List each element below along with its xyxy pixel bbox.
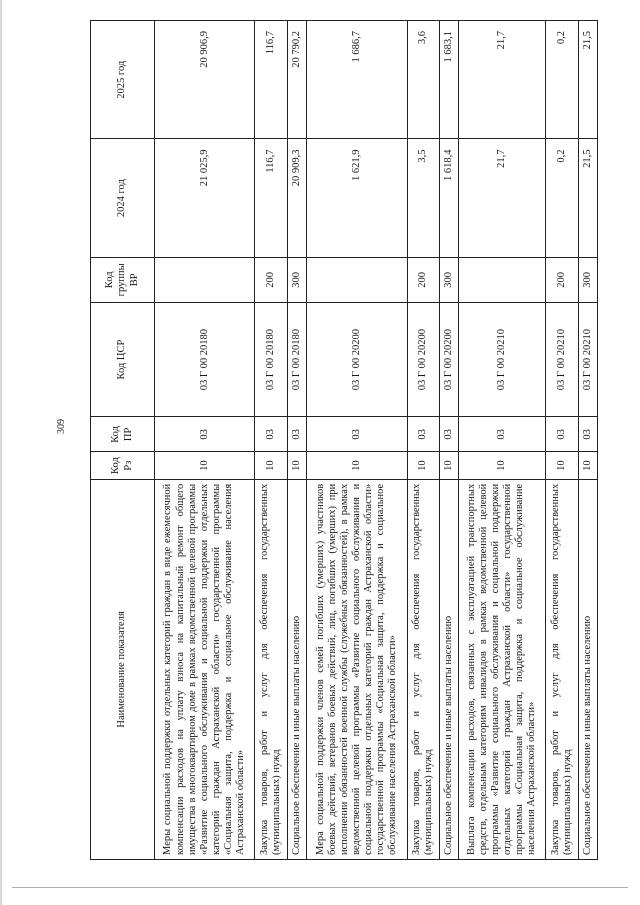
row-pr: 03 xyxy=(407,417,440,452)
table-header-row xyxy=(91,21,155,860)
row-vr: 200 xyxy=(255,257,288,302)
row-2024: 20 909,3 xyxy=(288,139,307,257)
row-pr: 03 xyxy=(288,417,307,452)
row-rz: 10 xyxy=(255,452,288,479)
row-rz: 10 xyxy=(459,452,546,479)
row-rz: 10 xyxy=(407,452,440,479)
row-name: Социальное обеспечение и иные выплаты населению xyxy=(288,479,307,859)
row-pr: 03 xyxy=(578,417,597,452)
header-pr: Код ПР xyxy=(91,417,155,452)
row-csr: 03 Г 00 20180 xyxy=(255,302,288,417)
row-vr xyxy=(459,257,546,302)
row-name: Выплата компенсации расходов, связанных с эксплуатацией транспортных средств, отдельным категориям инвалидов в рамках ведомственной целевой программы «Развитие социального обслуживания и социальной поддержки отдельных категорий граждан Астраханской области» государственной программы «Социальная защита, поддержка и социальное обслуживание населения Астраханской области» xyxy=(459,479,546,859)
header-csr: Код ЦСР xyxy=(91,302,155,417)
row-2025: 20 906,9 xyxy=(155,21,255,139)
row-2025: 0,2 xyxy=(546,21,579,139)
row-2024: 1 621,9 xyxy=(307,139,407,257)
row-2024: 116,7 xyxy=(255,139,288,257)
row-2025: 1 686,7 xyxy=(307,21,407,139)
scan-bottom-line xyxy=(12,887,628,888)
row-pr: 03 xyxy=(459,417,546,452)
row-vr xyxy=(307,257,407,302)
row-csr: 03 Г 00 20210 xyxy=(459,302,546,417)
row-name: Закупка товаров, работ и услуг для обеспечения государственных (муниципальных) нужд xyxy=(546,479,579,859)
header-rz: Код Рз xyxy=(91,452,155,479)
row-2025: 21,7 xyxy=(459,21,546,139)
row-pr: 03 xyxy=(255,417,288,452)
row-rz: 10 xyxy=(578,452,597,479)
header-2024: 2024 год xyxy=(91,139,155,257)
row-pr: 03 xyxy=(155,417,255,452)
table-row xyxy=(155,21,255,860)
table-row xyxy=(578,21,597,860)
row-2025: 21,5 xyxy=(578,21,597,139)
row-csr: 03 Г 00 20180 xyxy=(288,302,307,417)
page-number: 309 xyxy=(56,419,67,434)
row-2025: 3,6 xyxy=(407,21,440,139)
rotated-table-container xyxy=(90,20,598,860)
header-2025: 2025 год xyxy=(91,21,155,139)
row-name: Закупка товаров, работ и услуг для обеспечения государственных (муниципальных) нужд xyxy=(407,479,440,859)
row-name: Меры социальной поддержки отдельных категорий граждан в виде ежемесячной компенсации расходов на уплату взноса на капитальный ремонт общего имущества в многоквартирном доме в рамках ведомственной целевой программы «Развитие социального обслуживания и социальной поддержки отдельных категорий граждан Астраханской области» государственной программы «Социальная защита, поддержка и социальное обслуживание населения Астраханской области» xyxy=(155,479,255,859)
row-rz: 10 xyxy=(288,452,307,479)
table-row xyxy=(459,21,546,860)
row-rz: 10 xyxy=(307,452,407,479)
row-vr xyxy=(155,257,255,302)
row-name: Социальное обеспечение и иные выплаты населению xyxy=(440,479,459,859)
row-pr: 03 xyxy=(440,417,459,452)
row-csr: 03 Г 00 20210 xyxy=(578,302,597,417)
row-csr: 03 Г 00 20200 xyxy=(440,302,459,417)
row-csr: 03 Г 00 20210 xyxy=(546,302,579,417)
header-name: Наименование показателя xyxy=(91,479,155,859)
row-rz: 10 xyxy=(155,452,255,479)
row-2025: 20 790,2 xyxy=(288,21,307,139)
row-vr: 200 xyxy=(407,257,440,302)
row-2024: 21,7 xyxy=(459,139,546,257)
table-row xyxy=(407,21,440,860)
row-rz: 10 xyxy=(440,452,459,479)
row-2024: 21,5 xyxy=(578,139,597,257)
header-vr: Код группы ВР xyxy=(91,257,155,302)
row-2025: 116,7 xyxy=(255,21,288,139)
row-pr: 03 xyxy=(546,417,579,452)
row-rz: 10 xyxy=(546,452,579,479)
row-csr: 03 Г 00 20200 xyxy=(407,302,440,417)
row-name: Социальное обеспечение и иные выплаты населению xyxy=(578,479,597,859)
row-csr: 03 Г 00 20200 xyxy=(307,302,407,417)
scan-edge xyxy=(0,0,2,905)
table-row xyxy=(288,21,307,860)
table-row xyxy=(307,21,407,860)
row-csr: 03 Г 00 20180 xyxy=(155,302,255,417)
row-2024: 21 025,9 xyxy=(155,139,255,257)
table-row xyxy=(546,21,579,860)
budget-table xyxy=(90,20,598,860)
row-2025: 1 683,1 xyxy=(440,21,459,139)
table-row xyxy=(440,21,459,860)
row-vr: 200 xyxy=(546,257,579,302)
row-2024: 0,2 xyxy=(546,139,579,257)
row-name: Закупка товаров, работ и услуг для обеспечения государственных (муниципальных) нужд xyxy=(255,479,288,859)
row-name: Мера социальной поддержки членов семей погибших (умерших) участников боевых действий, ветеранов боевых действий, лиц, погибших (умерших) при исполнении обязанностей военной службы (служебных обязанностей), в рамках ведомственной целевой программы «Развитие социального обслуживания и социальной поддержки отдельных категорий граждан Астраханской области» государственной программы «Социальная защита, поддержка и социальное обслуживание населения Астраханской области» xyxy=(307,479,407,859)
row-vr: 300 xyxy=(578,257,597,302)
row-2024: 3,5 xyxy=(407,139,440,257)
row-pr: 03 xyxy=(307,417,407,452)
row-vr: 300 xyxy=(440,257,459,302)
row-vr: 300 xyxy=(288,257,307,302)
row-2024: 1 618,4 xyxy=(440,139,459,257)
table-row xyxy=(255,21,288,860)
